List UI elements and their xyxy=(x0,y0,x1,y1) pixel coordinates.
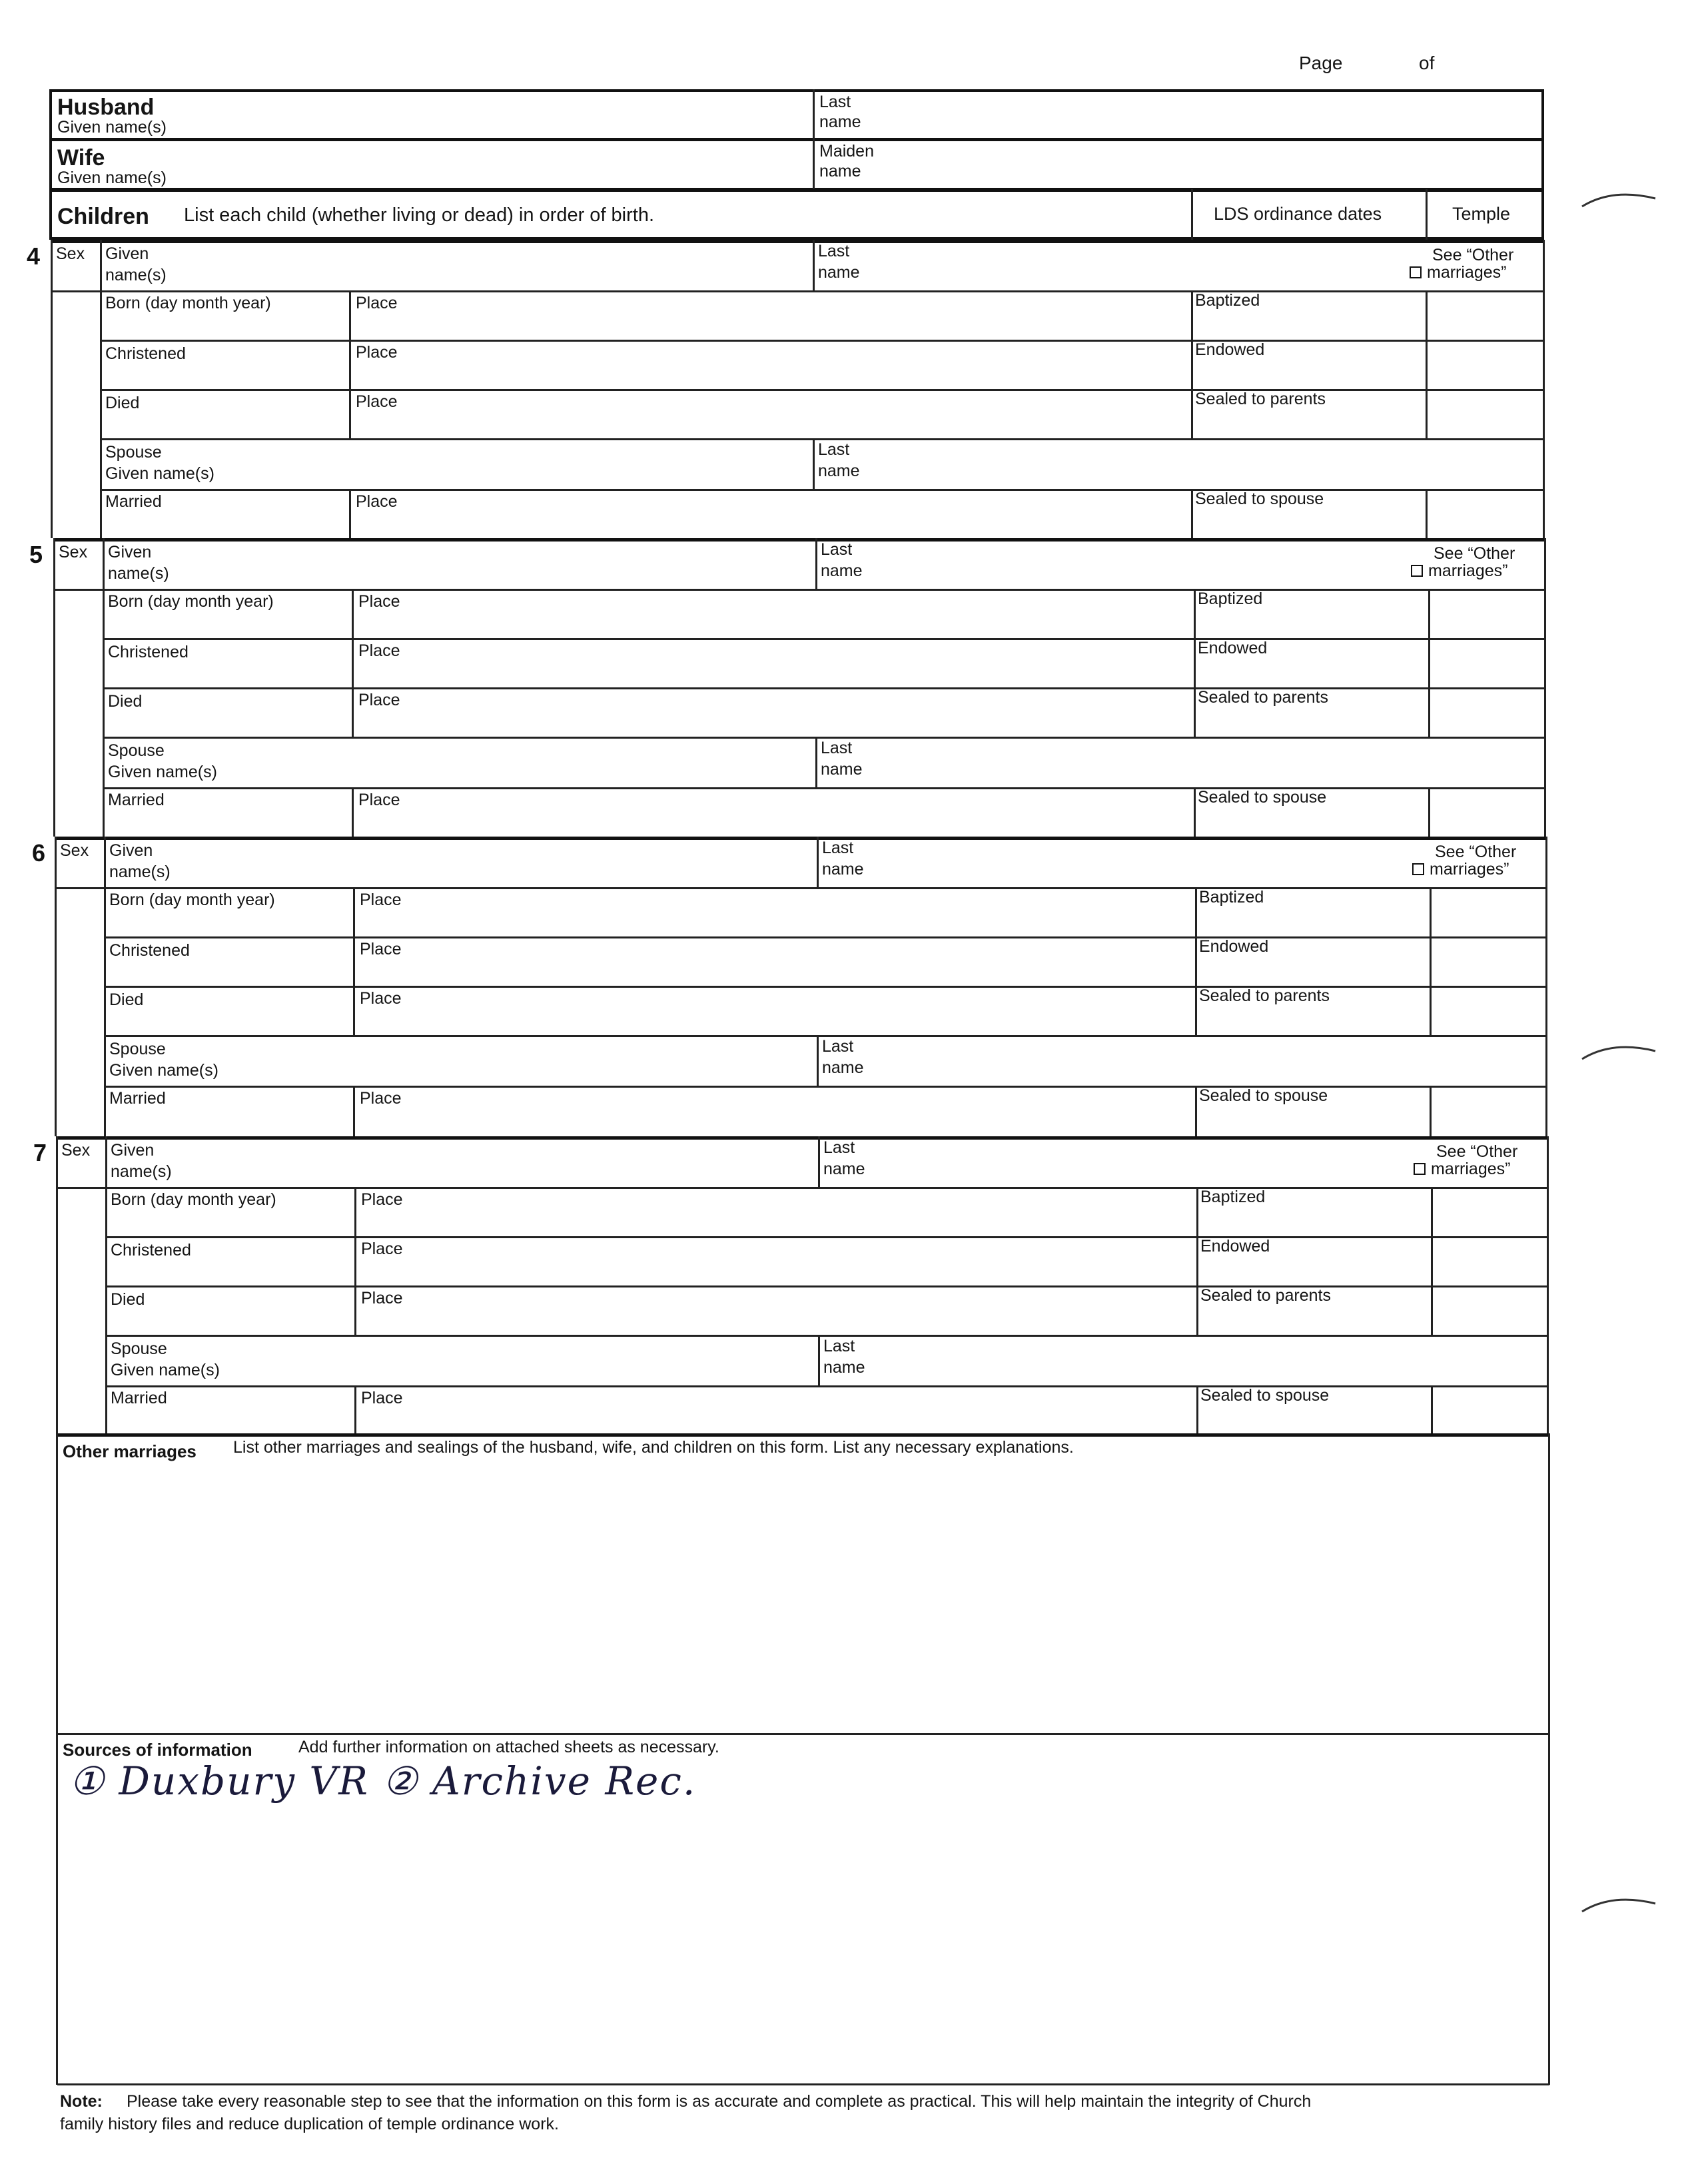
divider xyxy=(813,89,815,190)
divider xyxy=(1431,1385,1433,1435)
last-label: Last xyxy=(821,739,853,757)
died-date-field[interactable] xyxy=(104,412,345,437)
given-label: Given xyxy=(109,841,153,860)
divider xyxy=(53,589,103,591)
divider xyxy=(57,2083,1549,2085)
sealed-to-parents-label: Sealed to parents xyxy=(1199,986,1330,1005)
sealed-to-spouse-label: Sealed to spouse xyxy=(1200,1386,1330,1405)
wife-maiden-label: Maiden xyxy=(819,142,874,161)
given-label: Given xyxy=(105,244,149,263)
place-label: Place xyxy=(360,1089,402,1108)
other-marriages-checkbox[interactable] xyxy=(1410,266,1422,278)
divider xyxy=(1431,1187,1433,1335)
died-label: Died xyxy=(109,990,144,1009)
divider xyxy=(56,1433,1549,1437)
last-name-field[interactable] xyxy=(822,1139,1395,1186)
sources-textarea[interactable] xyxy=(61,1761,1544,2079)
died-date-field[interactable] xyxy=(107,710,348,735)
see-other-marriages-label: See “Other xyxy=(1436,1142,1518,1161)
spouse-given-label: Given name(s) xyxy=(109,1061,218,1080)
sex-field[interactable] xyxy=(56,559,100,586)
spouse-label: Spouse xyxy=(111,1339,167,1358)
died-place-field[interactable] xyxy=(358,1308,1192,1333)
divider xyxy=(1194,787,1196,837)
sealed-parents-temple-field[interactable] xyxy=(1430,392,1540,436)
last-label-2: name xyxy=(818,263,860,282)
spouse-last-name-field[interactable] xyxy=(821,1038,1543,1084)
sex-label: Sex xyxy=(59,543,88,561)
divider xyxy=(51,240,53,538)
last-label: Last xyxy=(823,1138,855,1157)
divider xyxy=(56,1433,58,2085)
divider xyxy=(104,1086,1545,1088)
christened-place-field[interactable] xyxy=(356,661,1190,686)
given-label-2: name(s) xyxy=(111,1162,172,1181)
sealed-to-parents-label: Sealed to parents xyxy=(1195,390,1326,408)
other-marriages-textarea[interactable] xyxy=(61,1465,1544,1729)
baptized-temple-field[interactable] xyxy=(1430,293,1540,337)
divider xyxy=(813,438,815,489)
last-label-2: name xyxy=(822,860,864,879)
born-label: Born (day month year) xyxy=(111,1190,276,1209)
given-label: Given xyxy=(108,543,152,561)
sources-handwritten-text: ① Duxbury VR ② Archive Rec. xyxy=(69,1758,697,1804)
died-label: Died xyxy=(108,692,143,711)
divider xyxy=(817,1035,819,1086)
other-marriages-checkbox[interactable] xyxy=(1412,863,1424,875)
spouse-given-name-field[interactable] xyxy=(104,441,810,488)
divider xyxy=(1545,837,1547,1136)
divider xyxy=(353,1086,355,1136)
divider xyxy=(1428,589,1430,737)
spouse-label: Spouse xyxy=(108,741,165,760)
born-label: Born (day month year) xyxy=(105,294,271,312)
sex-label: Sex xyxy=(56,244,85,263)
sources-title: Sources of information xyxy=(63,1740,252,1760)
born-label: Born (day month year) xyxy=(108,592,274,611)
spouse-given-name-field[interactable] xyxy=(108,1038,814,1084)
christened-label: Christened xyxy=(105,344,186,363)
place-label: Place xyxy=(356,492,398,511)
last-name-field[interactable] xyxy=(821,839,1394,886)
married-place-field[interactable] xyxy=(357,1107,1191,1134)
given-label-2: name(s) xyxy=(105,266,167,284)
christened-date-field[interactable] xyxy=(108,959,349,984)
married-date-field[interactable] xyxy=(108,1107,349,1134)
given-label-2: name(s) xyxy=(108,564,169,583)
binder-ring-mark xyxy=(1579,1892,1659,1918)
sealed-to-spouse-label: Sealed to spouse xyxy=(1199,1086,1328,1105)
children-title: Children xyxy=(57,204,149,229)
last-label-2: name xyxy=(822,1058,864,1077)
divider xyxy=(1543,240,1545,538)
divider xyxy=(105,1385,1547,1387)
divider xyxy=(817,837,819,887)
divider xyxy=(352,589,354,737)
husband-last-label-2: name xyxy=(819,113,861,131)
sealed-parents-temple-field[interactable] xyxy=(1435,1288,1544,1332)
sealed-parents-temple-field[interactable] xyxy=(1432,690,1541,734)
sex-field[interactable] xyxy=(59,1158,103,1184)
temple-label: Temple xyxy=(1452,204,1511,224)
spouse-last-name-field[interactable] xyxy=(819,739,1541,786)
note-line-1: Please take every reasonable step to see that the information on this form is as accurate and complete as practical. This will help maintain the integrity of Church xyxy=(127,2092,1312,2111)
divider xyxy=(349,290,351,438)
divider xyxy=(56,1733,1548,1735)
divider xyxy=(104,887,1545,889)
divider xyxy=(103,589,1544,591)
other-marriages-instruction: List other marriages and sealings of the husband, wife, and children on this form. List any necessary explanations. xyxy=(233,1438,1074,1457)
last-label: Last xyxy=(821,540,853,559)
divider xyxy=(1196,1187,1198,1335)
place-label: Place xyxy=(360,940,402,958)
see-other-marriages-label-2: marriages” xyxy=(1431,1160,1511,1178)
husband-last-label: Last xyxy=(819,93,851,111)
sealed-spouse-temple-field[interactable] xyxy=(1430,492,1540,536)
place-label: Place xyxy=(361,1190,403,1209)
divider xyxy=(1195,1086,1197,1136)
divider xyxy=(1548,1433,1550,2085)
divider xyxy=(1426,189,1428,240)
place-label: Place xyxy=(358,691,400,709)
endowed-temple-field[interactable] xyxy=(1432,641,1541,685)
wife-maiden-label-2: name xyxy=(819,162,861,181)
divider xyxy=(100,290,1543,292)
endowed-label: Endowed xyxy=(1195,340,1265,359)
place-label: Place xyxy=(358,641,400,660)
children-instruction: List each child (whether living or dead) in order of birth. xyxy=(184,204,655,226)
born-date-field[interactable] xyxy=(108,909,349,934)
place-label: Place xyxy=(360,891,402,909)
last-label: Last xyxy=(822,839,854,857)
divider xyxy=(100,389,1543,391)
christened-date-field[interactable] xyxy=(104,362,345,388)
spouse-given-name-field[interactable] xyxy=(109,1337,815,1384)
sealed-spouse-temple-field[interactable] xyxy=(1434,1088,1543,1134)
divider xyxy=(1544,538,1546,837)
divider xyxy=(103,638,1544,640)
spouse-given-label: Given name(s) xyxy=(105,464,214,483)
divider xyxy=(815,737,817,787)
sex-label: Sex xyxy=(61,1141,91,1160)
sources-instruction: Add further information on attached sheets as necessary. xyxy=(298,1738,719,1756)
born-date-field[interactable] xyxy=(109,1208,350,1234)
divider xyxy=(1426,290,1428,438)
married-place-field[interactable] xyxy=(356,809,1190,834)
see-other-marriages-label-2: marriages” xyxy=(1428,561,1508,580)
last-label: Last xyxy=(818,242,850,260)
divider xyxy=(815,538,817,589)
see-other-marriages-label-2: marriages” xyxy=(1430,860,1509,879)
other-marriages-title: Other marriages xyxy=(63,1441,197,1461)
divider xyxy=(100,489,1543,491)
spouse-given-name-field[interactable] xyxy=(107,739,813,786)
sealed-spouse-temple-field[interactable] xyxy=(1435,1388,1544,1432)
christened-date-field[interactable] xyxy=(109,1259,350,1284)
christened-place-field[interactable] xyxy=(353,362,1187,388)
baptized-label: Baptized xyxy=(1198,589,1263,608)
born-label: Born (day month year) xyxy=(109,891,275,909)
divider xyxy=(53,538,55,837)
given-name-field[interactable] xyxy=(107,541,813,587)
sealed-parents-temple-field[interactable] xyxy=(1434,988,1543,1032)
given-name-field[interactable] xyxy=(109,1139,815,1186)
christened-label: Christened xyxy=(109,941,190,960)
divider xyxy=(103,787,1544,789)
baptized-temple-field[interactable] xyxy=(1435,1190,1544,1234)
see-other-marriages-label: See “Other xyxy=(1432,246,1514,264)
married-date-field[interactable] xyxy=(109,1407,350,1432)
endowed-label: Endowed xyxy=(1198,639,1268,657)
baptized-temple-field[interactable] xyxy=(1432,591,1541,635)
endowed-label: Endowed xyxy=(1199,937,1269,956)
married-place-field[interactable] xyxy=(358,1407,1192,1432)
baptized-label: Baptized xyxy=(1199,888,1264,907)
sealed-to-parents-label: Sealed to parents xyxy=(1198,688,1328,707)
divider xyxy=(1194,589,1196,737)
married-label: Married xyxy=(108,791,165,809)
place-label: Place xyxy=(358,791,400,809)
divider xyxy=(1191,189,1193,240)
died-place-field[interactable] xyxy=(357,1008,1191,1034)
place-label: Place xyxy=(360,989,402,1008)
christened-label: Christened xyxy=(108,643,189,661)
divider xyxy=(1426,489,1428,538)
endowed-temple-field[interactable] xyxy=(1434,939,1543,983)
sealed-spouse-temple-field[interactable] xyxy=(1432,790,1541,834)
divider xyxy=(55,837,57,1136)
married-date-field[interactable] xyxy=(107,809,348,834)
place-label: Place xyxy=(356,343,398,362)
divider xyxy=(353,887,355,1035)
endowed-label: Endowed xyxy=(1200,1237,1270,1256)
christened-date-field[interactable] xyxy=(107,661,348,686)
born-place-field[interactable] xyxy=(357,909,1191,934)
see-other-marriages-label: See “Other xyxy=(1435,843,1517,861)
died-date-field[interactable] xyxy=(109,1308,350,1333)
married-date-field[interactable] xyxy=(104,510,345,536)
divider xyxy=(818,1136,820,1187)
child-number: 6 xyxy=(32,839,46,867)
baptized-label: Baptized xyxy=(1195,291,1260,310)
endowed-temple-field[interactable] xyxy=(1435,1239,1544,1283)
born-date-field[interactable] xyxy=(104,312,345,337)
baptized-temple-field[interactable] xyxy=(1434,890,1543,934)
endowed-temple-field[interactable] xyxy=(1430,342,1540,386)
baptized-label: Baptized xyxy=(1200,1188,1266,1206)
given-name-field[interactable] xyxy=(104,242,810,289)
lds-ordinance-dates-label: LDS ordinance dates xyxy=(1214,204,1382,224)
died-date-field[interactable] xyxy=(108,1008,349,1034)
spouse-last-name-field[interactable] xyxy=(817,441,1540,488)
born-date-field[interactable] xyxy=(107,610,348,635)
divider xyxy=(1196,1385,1198,1435)
given-label-2: name(s) xyxy=(109,863,171,881)
married-label: Married xyxy=(109,1089,166,1108)
place-label: Place xyxy=(356,294,398,312)
page-label: Page xyxy=(1299,53,1343,73)
husband-given-label: Given name(s) xyxy=(57,118,167,137)
divider xyxy=(354,1187,356,1335)
last-label: Last xyxy=(823,1337,855,1355)
born-place-field[interactable] xyxy=(353,312,1187,337)
spouse-given-label: Given name(s) xyxy=(111,1361,220,1379)
sealed-to-parents-label: Sealed to parents xyxy=(1200,1286,1331,1305)
place-label: Place xyxy=(358,592,400,611)
last-name-field[interactable] xyxy=(817,242,1390,289)
divider xyxy=(100,340,1543,342)
last-label-2: name xyxy=(821,760,863,779)
christened-label: Christened xyxy=(111,1241,191,1260)
last-label: Last xyxy=(822,1037,854,1056)
died-place-field[interactable] xyxy=(356,710,1190,735)
husband-last-name-field[interactable] xyxy=(817,92,1540,136)
place-label: Place xyxy=(361,1240,403,1258)
given-name-field[interactable] xyxy=(108,839,814,886)
born-place-field[interactable] xyxy=(358,1208,1192,1234)
spouse-last-name-field[interactable] xyxy=(822,1337,1544,1384)
divider xyxy=(56,1136,58,1435)
divider xyxy=(55,887,104,889)
other-marriages-checkbox[interactable] xyxy=(1411,565,1423,577)
given-label: Given xyxy=(111,1141,155,1160)
divider xyxy=(352,787,354,837)
born-place-field[interactable] xyxy=(356,610,1190,635)
see-other-marriages-label-2: marriages” xyxy=(1427,263,1507,282)
married-place-field[interactable] xyxy=(353,510,1187,536)
divider xyxy=(56,1187,105,1189)
married-label: Married xyxy=(105,492,162,511)
last-name-field[interactable] xyxy=(819,541,1392,587)
last-label-2: name xyxy=(823,1160,865,1178)
christened-place-field[interactable] xyxy=(358,1259,1192,1284)
divider xyxy=(354,1385,356,1435)
page-of-label: of xyxy=(1419,53,1435,73)
child-number: 7 xyxy=(33,1139,47,1166)
binder-ring-mark xyxy=(1579,186,1659,213)
last-label-2: name xyxy=(821,561,863,580)
place-label: Place xyxy=(356,392,398,411)
wife-given-label: Given name(s) xyxy=(57,169,167,187)
binder-ring-mark xyxy=(1579,1039,1659,1066)
husband-title: Husband xyxy=(57,95,155,120)
divider xyxy=(818,1335,820,1385)
divider xyxy=(105,1236,1547,1238)
wife-maiden-name-field[interactable] xyxy=(817,141,1540,188)
died-place-field[interactable] xyxy=(353,412,1187,437)
note-label: Note: xyxy=(60,2092,103,2111)
divider xyxy=(1430,887,1432,1035)
divider xyxy=(1430,1086,1432,1136)
died-label: Died xyxy=(111,1290,145,1309)
divider xyxy=(1195,887,1197,1035)
divider xyxy=(349,489,351,538)
last-label-2: name xyxy=(823,1358,865,1377)
divider xyxy=(1191,290,1193,438)
sex-field[interactable] xyxy=(53,261,97,288)
married-label: Married xyxy=(111,1389,167,1407)
divider xyxy=(51,290,100,292)
place-label: Place xyxy=(361,1389,403,1407)
divider xyxy=(813,240,815,290)
spouse-given-label: Given name(s) xyxy=(108,763,217,781)
divider xyxy=(1191,489,1193,538)
divider xyxy=(1547,1136,1549,1435)
see-other-marriages-label: See “Other xyxy=(1434,544,1515,563)
note-line-2: family history files and reduce duplication of temple ordinance work. xyxy=(60,2115,559,2133)
child-number: 5 xyxy=(29,541,43,568)
child-number: 4 xyxy=(27,242,41,270)
sealed-to-spouse-label: Sealed to spouse xyxy=(1198,788,1327,807)
wife-title: Wife xyxy=(57,145,105,171)
last-label-2: name xyxy=(818,462,860,480)
place-label: Place xyxy=(361,1289,403,1307)
died-label: Died xyxy=(105,394,140,412)
last-label: Last xyxy=(818,440,850,459)
sex-label: Sex xyxy=(60,841,89,860)
sex-field[interactable] xyxy=(57,858,101,885)
other-marriages-checkbox[interactable] xyxy=(1414,1163,1426,1175)
christened-place-field[interactable] xyxy=(357,959,1191,984)
divider xyxy=(1428,787,1430,837)
divider xyxy=(105,1187,1547,1189)
divider xyxy=(104,936,1545,938)
spouse-label: Spouse xyxy=(109,1040,166,1058)
spouse-label: Spouse xyxy=(105,443,162,462)
sealed-to-spouse-label: Sealed to spouse xyxy=(1195,490,1324,508)
